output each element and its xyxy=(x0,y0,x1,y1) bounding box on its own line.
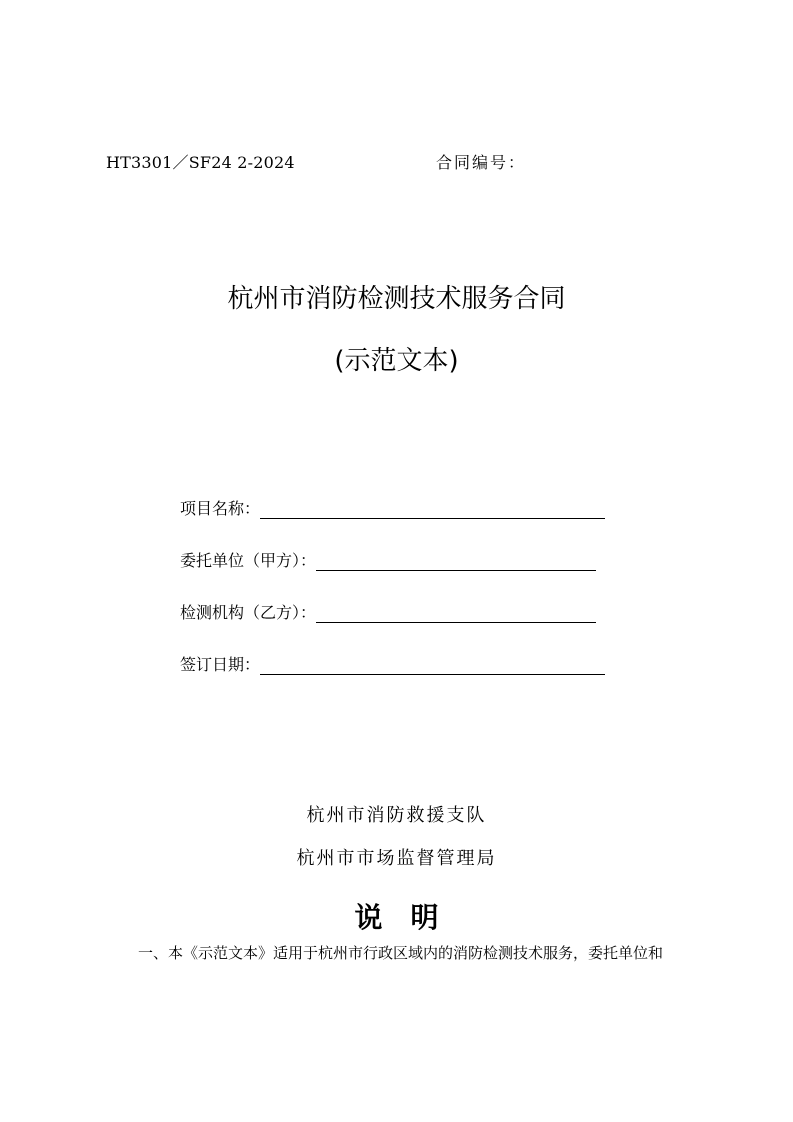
signing-date-blank-line xyxy=(260,656,605,675)
signing-date-label: 签订日期： xyxy=(180,655,261,674)
contract-number-label: 合同编号： xyxy=(436,153,527,172)
signing-date-field xyxy=(180,652,605,675)
testing-agency-field xyxy=(180,600,596,623)
client-party-label: 委托单位（甲方）： xyxy=(180,551,317,570)
client-party-blank-line xyxy=(316,552,596,571)
notes-heading: 说明 xyxy=(354,901,467,934)
issuer-fire-rescue: 杭州市消防救援支队 xyxy=(306,805,487,826)
document-title: 杭州市消防检测技术服务合同 xyxy=(227,284,566,314)
standard-code: HT3301／SF24 2-2024 xyxy=(106,153,295,172)
project-name-blank-line xyxy=(260,500,605,519)
notes-paragraph: 一、本《示范文本》适用于杭州市行政区域内的消防检测技术服务，委托单位和 xyxy=(138,944,664,962)
project-name-label: 项目名称： xyxy=(180,499,261,518)
testing-agency-label: 检测机构（乙方）： xyxy=(180,603,317,622)
issuer-market-supervision: 杭州市市场监督管理局 xyxy=(296,848,497,869)
document-subtitle: (示范文本) xyxy=(334,346,459,376)
project-name-field xyxy=(180,496,605,519)
client-party-field xyxy=(180,548,596,571)
testing-agency-blank-line xyxy=(316,604,596,623)
